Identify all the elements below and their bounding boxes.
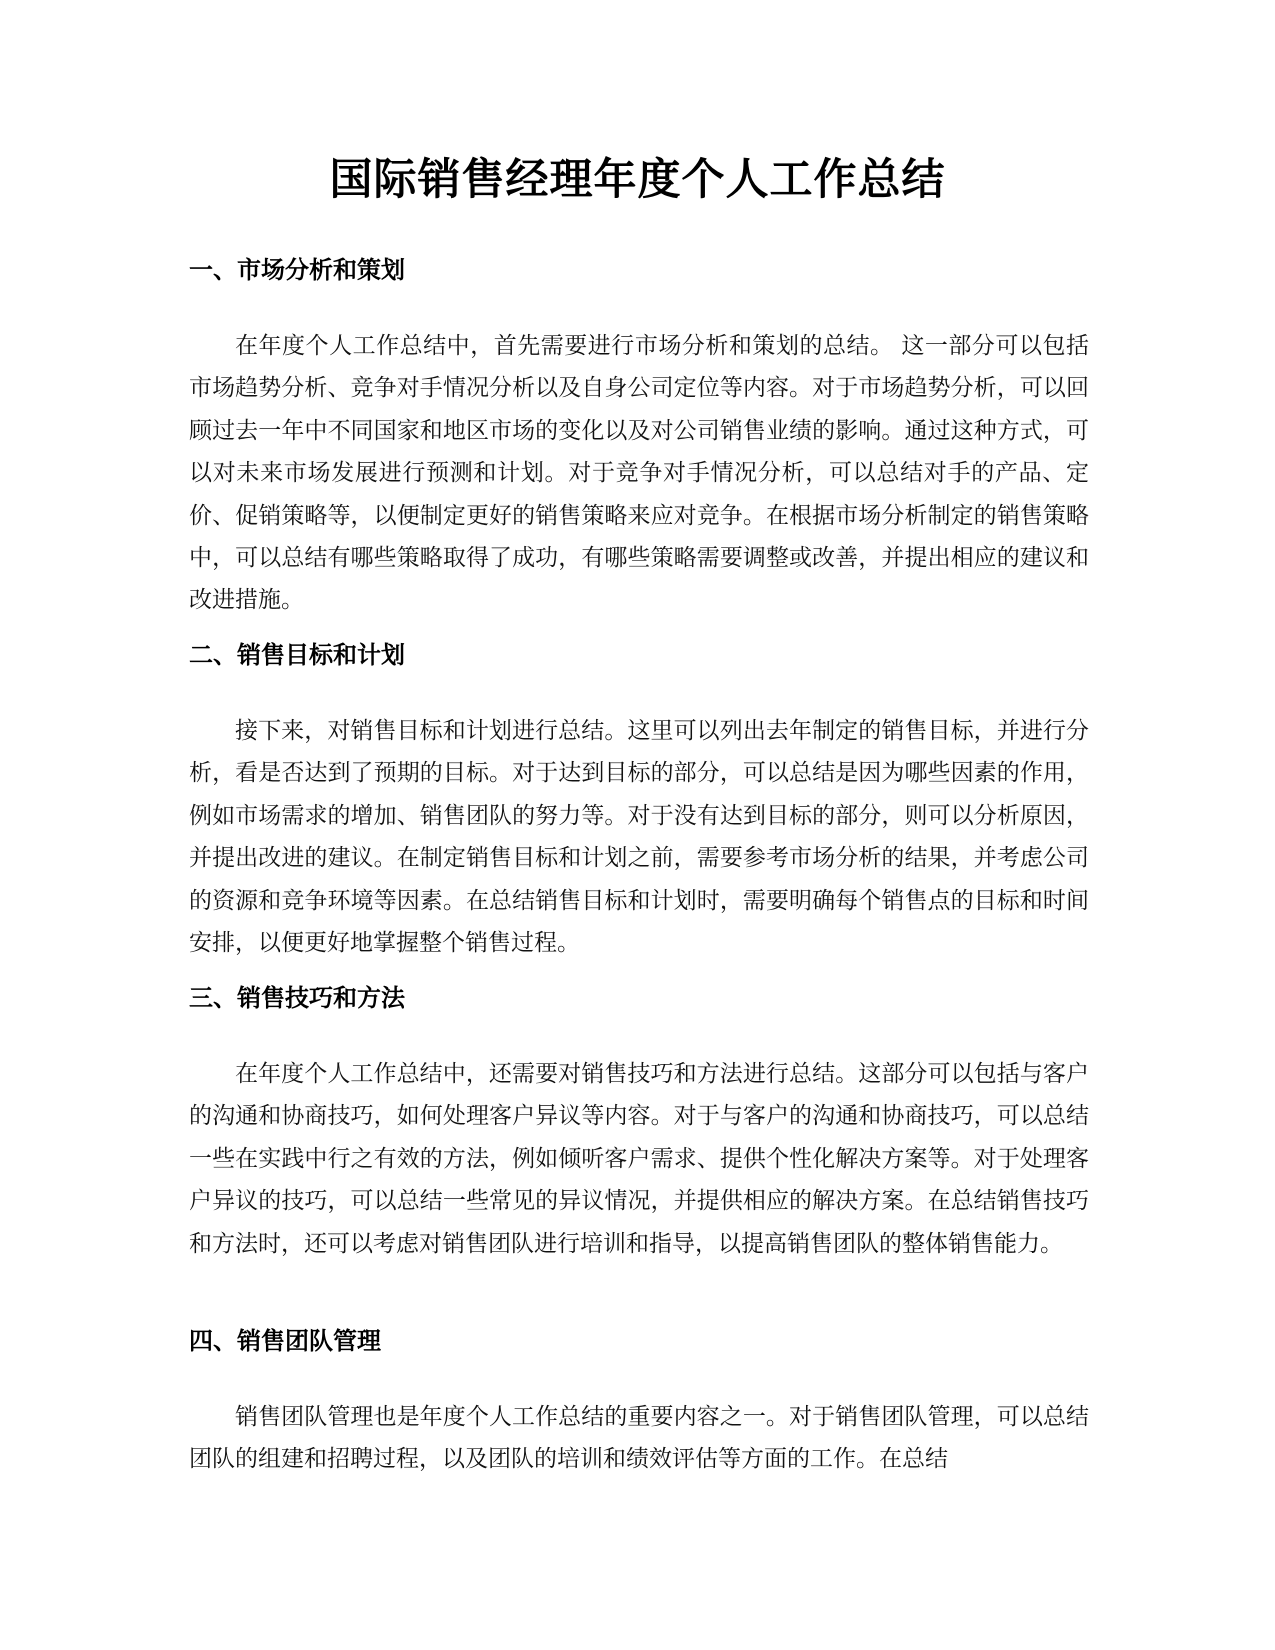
- section-paragraph: 在年度个人工作总结中，首先需要进行市场分析和策划的总结。 这一部分可以包括市场趋势分析、竞争对手情况分析以及自身公司定位等内容。对于市场趋势分析，可以回顾过去一年中不同国家和地区市场的变化以及对公司销售业绩的影响。通过这种方式，可以对未来市场发展进行预测和计划。对于竞争对手情况分析，可以总结对手的产品、定价、促销策略等，以便制定更好的销售策略来应对竞争。在根据市场分析制定的销售策略中，可以总结有哪些策略取得了成功，有哪些策略需要调整或改善，并提出相应的建议和改进措施。: [189, 333, 1089, 614]
- section-paragraph: 销售团队管理也是年度个人工作总结的重要内容之一。对于销售团队管理，可以总结团队的组建和招聘过程，以及团队的培训和绩效评估等方面的工作。在总结: [189, 1404, 1089, 1473]
- section-market-analysis: [189, 250, 1089, 622]
- section-paragraph: 接下来，对销售目标和计划进行总结。这里可以列出去年制定的销售目标，并进行分析，看是否达到了预期的目标。对于达到目标的部分，可以总结是因为哪些因素的作用，例如市场需求的增加、销售团队的努力等。对于没有达到目标的部分，则可以分析原因，并提出改进的建议。在制定销售目标和计划之前，需要参考市场分析的结果，并考虑公司的资源和竞争环境等因素。在总结销售目标和计划时，需要明确每个销售点的目标和时间安排，以便更好地掌握整个销售过程。: [189, 718, 1089, 957]
- section-heading: 二、销售目标和计划: [189, 641, 405, 669]
- section-sales-targets: [189, 635, 1089, 964]
- section-heading: 四、销售团队管理: [189, 1327, 381, 1355]
- section-heading: 一、市场分析和策划: [189, 256, 405, 284]
- section-team-management: [189, 1321, 1089, 1481]
- section-paragraph: 在年度个人工作总结中，还需要对销售技巧和方法进行总结。这部分可以包括与客户的沟通和协商技巧，如何处理客户异议等内容。对于与客户的沟通和协商技巧，可以总结一些在实践中行之有效的方法，例如倾听客户需求、提供个性化解决方案等。对于处理客户异议的技巧，可以总结一些常见的异议情况，并提供相应的解决方案。在总结销售技巧和方法时，还可以考虑对销售团队进行培训和指导，以提高销售团队的整体销售能力。: [189, 1061, 1089, 1257]
- section-sales-skills: [189, 978, 1089, 1265]
- document-title: 国际销售经理年度个人工作总结: [329, 155, 946, 205]
- section-heading: 三、销售技巧和方法: [189, 984, 405, 1012]
